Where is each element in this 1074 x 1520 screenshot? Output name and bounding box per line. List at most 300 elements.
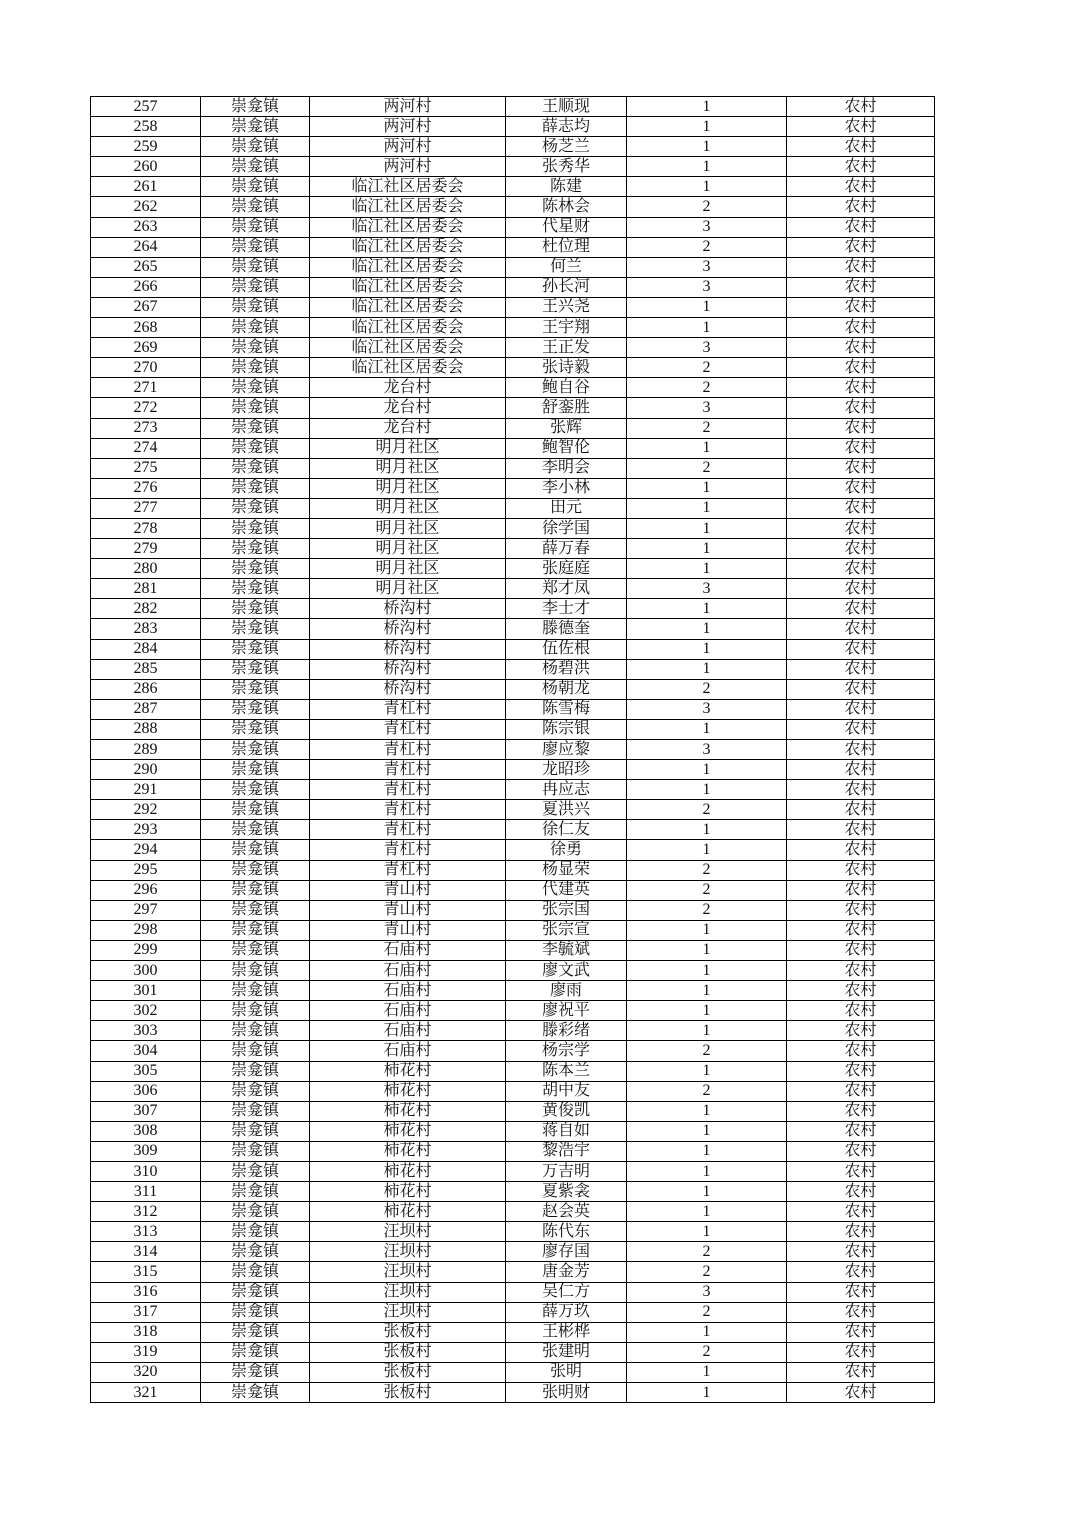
category-cell: 农村 bbox=[787, 338, 935, 358]
category-cell: 农村 bbox=[787, 458, 935, 478]
village-cell: 临江社区居委会 bbox=[310, 297, 506, 317]
count-cell: 3 bbox=[627, 398, 787, 418]
table-row bbox=[91, 398, 935, 418]
village-cell: 两河村 bbox=[310, 97, 506, 117]
row-number-cell: 269 bbox=[91, 338, 201, 358]
count-cell: 1 bbox=[627, 920, 787, 940]
category-cell: 农村 bbox=[787, 137, 935, 157]
category-cell: 农村 bbox=[787, 318, 935, 338]
name-cell: 廖存国 bbox=[506, 1242, 627, 1262]
name-cell: 张明财 bbox=[506, 1383, 627, 1403]
row-number-cell: 297 bbox=[91, 900, 201, 920]
name-cell: 张庭庭 bbox=[506, 559, 627, 579]
count-cell: 1 bbox=[627, 1383, 787, 1403]
town-cell: 崇龛镇 bbox=[201, 1242, 310, 1262]
town-cell: 崇龛镇 bbox=[201, 1342, 310, 1362]
category-cell: 农村 bbox=[787, 740, 935, 760]
category-cell: 农村 bbox=[787, 1061, 935, 1081]
name-cell: 陈宗银 bbox=[506, 719, 627, 739]
village-cell: 龙台村 bbox=[310, 398, 506, 418]
town-cell: 崇龛镇 bbox=[201, 438, 310, 458]
village-cell: 临江社区居委会 bbox=[310, 177, 506, 197]
name-cell: 滕德奎 bbox=[506, 619, 627, 639]
town-cell: 崇龛镇 bbox=[201, 398, 310, 418]
town-cell: 崇龛镇 bbox=[201, 860, 310, 880]
table-row bbox=[91, 1081, 935, 1101]
row-number-cell: 286 bbox=[91, 679, 201, 699]
table-row bbox=[91, 1061, 935, 1081]
village-cell: 青杠村 bbox=[310, 740, 506, 760]
table-row bbox=[91, 659, 935, 679]
category-cell: 农村 bbox=[787, 1242, 935, 1262]
name-cell: 冉应志 bbox=[506, 780, 627, 800]
village-cell: 柿花村 bbox=[310, 1121, 506, 1141]
row-number-cell: 304 bbox=[91, 1041, 201, 1061]
category-cell: 农村 bbox=[787, 940, 935, 960]
table-row bbox=[91, 579, 935, 599]
name-cell: 杨宗学 bbox=[506, 1041, 627, 1061]
town-cell: 崇龛镇 bbox=[201, 900, 310, 920]
name-cell: 王顺现 bbox=[506, 97, 627, 117]
village-cell: 张板村 bbox=[310, 1383, 506, 1403]
town-cell: 崇龛镇 bbox=[201, 177, 310, 197]
category-cell: 农村 bbox=[787, 599, 935, 619]
count-cell: 1 bbox=[627, 820, 787, 840]
count-cell: 1 bbox=[627, 97, 787, 117]
town-cell: 崇龛镇 bbox=[201, 1262, 310, 1282]
category-cell: 农村 bbox=[787, 498, 935, 518]
count-cell: 1 bbox=[627, 760, 787, 780]
row-number-cell: 281 bbox=[91, 579, 201, 599]
name-cell: 陈林会 bbox=[506, 197, 627, 217]
table-row bbox=[91, 539, 935, 559]
table-row bbox=[91, 1182, 935, 1202]
count-cell: 1 bbox=[627, 1121, 787, 1141]
village-cell: 明月社区 bbox=[310, 478, 506, 498]
row-number-cell: 271 bbox=[91, 378, 201, 398]
name-cell: 鲍自谷 bbox=[506, 378, 627, 398]
row-number-cell: 298 bbox=[91, 920, 201, 940]
village-cell: 石庙村 bbox=[310, 940, 506, 960]
count-cell: 1 bbox=[627, 318, 787, 338]
village-cell: 明月社区 bbox=[310, 579, 506, 599]
row-number-cell: 289 bbox=[91, 740, 201, 760]
village-cell: 石庙村 bbox=[310, 1041, 506, 1061]
category-cell: 农村 bbox=[787, 1161, 935, 1181]
count-cell: 2 bbox=[627, 860, 787, 880]
town-cell: 崇龛镇 bbox=[201, 458, 310, 478]
table-row bbox=[91, 940, 935, 960]
category-cell: 农村 bbox=[787, 840, 935, 860]
category-cell: 农村 bbox=[787, 780, 935, 800]
town-cell: 崇龛镇 bbox=[201, 237, 310, 257]
town-cell: 崇龛镇 bbox=[201, 1182, 310, 1202]
row-number-cell: 282 bbox=[91, 599, 201, 619]
category-cell: 农村 bbox=[787, 1202, 935, 1222]
row-number-cell: 258 bbox=[91, 117, 201, 137]
village-cell: 柿花村 bbox=[310, 1202, 506, 1222]
table-row bbox=[91, 1242, 935, 1262]
village-cell: 石庙村 bbox=[310, 961, 506, 981]
name-cell: 张建明 bbox=[506, 1342, 627, 1362]
row-number-cell: 318 bbox=[91, 1322, 201, 1342]
town-cell: 崇龛镇 bbox=[201, 1322, 310, 1342]
town-cell: 崇龛镇 bbox=[201, 1081, 310, 1101]
count-cell: 1 bbox=[627, 981, 787, 1001]
row-number-cell: 283 bbox=[91, 619, 201, 639]
village-cell: 龙台村 bbox=[310, 418, 506, 438]
count-cell: 1 bbox=[627, 1161, 787, 1181]
category-cell: 农村 bbox=[787, 358, 935, 378]
name-cell: 李毓斌 bbox=[506, 940, 627, 960]
count-cell: 1 bbox=[627, 599, 787, 619]
name-cell: 伍佐根 bbox=[506, 639, 627, 659]
category-cell: 农村 bbox=[787, 1121, 935, 1141]
table-row bbox=[91, 1141, 935, 1161]
count-cell: 3 bbox=[627, 277, 787, 297]
table-row bbox=[91, 338, 935, 358]
town-cell: 崇龛镇 bbox=[201, 197, 310, 217]
name-cell: 胡中友 bbox=[506, 1081, 627, 1101]
village-cell: 青杠村 bbox=[310, 760, 506, 780]
town-cell: 崇龛镇 bbox=[201, 418, 310, 438]
count-cell: 1 bbox=[627, 840, 787, 860]
row-number-cell: 307 bbox=[91, 1101, 201, 1121]
name-cell: 李小林 bbox=[506, 478, 627, 498]
category-cell: 农村 bbox=[787, 539, 935, 559]
town-cell: 崇龛镇 bbox=[201, 1141, 310, 1161]
row-number-cell: 285 bbox=[91, 659, 201, 679]
count-cell: 1 bbox=[627, 1141, 787, 1161]
category-cell: 农村 bbox=[787, 860, 935, 880]
table-row bbox=[91, 498, 935, 518]
village-cell: 青山村 bbox=[310, 880, 506, 900]
village-cell: 桥沟村 bbox=[310, 659, 506, 679]
town-cell: 崇龛镇 bbox=[201, 940, 310, 960]
village-cell: 明月社区 bbox=[310, 458, 506, 478]
table-row bbox=[91, 478, 935, 498]
name-cell: 唐金芳 bbox=[506, 1262, 627, 1282]
name-cell: 代建英 bbox=[506, 880, 627, 900]
table-row bbox=[91, 418, 935, 438]
count-cell: 3 bbox=[627, 257, 787, 277]
name-cell: 陈本兰 bbox=[506, 1061, 627, 1081]
table-row bbox=[91, 961, 935, 981]
count-cell: 3 bbox=[627, 338, 787, 358]
name-cell: 张宗宣 bbox=[506, 920, 627, 940]
village-cell: 青杠村 bbox=[310, 860, 506, 880]
count-cell: 1 bbox=[627, 719, 787, 739]
town-cell: 崇龛镇 bbox=[201, 518, 310, 538]
row-number-cell: 259 bbox=[91, 137, 201, 157]
town-cell: 崇龛镇 bbox=[201, 659, 310, 679]
town-cell: 崇龛镇 bbox=[201, 1021, 310, 1041]
name-cell: 吴仁方 bbox=[506, 1282, 627, 1302]
village-cell: 柿花村 bbox=[310, 1081, 506, 1101]
row-number-cell: 303 bbox=[91, 1021, 201, 1041]
category-cell: 农村 bbox=[787, 438, 935, 458]
count-cell: 1 bbox=[627, 438, 787, 458]
name-cell: 杨朝龙 bbox=[506, 679, 627, 699]
row-number-cell: 260 bbox=[91, 157, 201, 177]
name-cell: 王兴尧 bbox=[506, 297, 627, 317]
row-number-cell: 273 bbox=[91, 418, 201, 438]
name-cell: 廖应黎 bbox=[506, 740, 627, 760]
name-cell: 廖祝平 bbox=[506, 1001, 627, 1021]
count-cell: 1 bbox=[627, 559, 787, 579]
town-cell: 崇龛镇 bbox=[201, 157, 310, 177]
category-cell: 农村 bbox=[787, 277, 935, 297]
town-cell: 崇龛镇 bbox=[201, 920, 310, 940]
row-number-cell: 264 bbox=[91, 237, 201, 257]
name-cell: 黎浩宇 bbox=[506, 1141, 627, 1161]
name-cell: 黄俊凯 bbox=[506, 1101, 627, 1121]
village-cell: 石庙村 bbox=[310, 981, 506, 1001]
table-row bbox=[91, 820, 935, 840]
table-row bbox=[91, 699, 935, 719]
village-cell: 青山村 bbox=[310, 900, 506, 920]
category-cell: 农村 bbox=[787, 820, 935, 840]
table-row bbox=[91, 237, 935, 257]
town-cell: 崇龛镇 bbox=[201, 539, 310, 559]
name-cell: 薛万春 bbox=[506, 539, 627, 559]
table-row bbox=[91, 1202, 935, 1222]
table-row bbox=[91, 1101, 935, 1121]
row-number-cell: 321 bbox=[91, 1383, 201, 1403]
category-cell: 农村 bbox=[787, 699, 935, 719]
row-number-cell: 290 bbox=[91, 760, 201, 780]
village-cell: 汪坝村 bbox=[310, 1302, 506, 1322]
row-number-cell: 272 bbox=[91, 398, 201, 418]
row-number-cell: 308 bbox=[91, 1121, 201, 1141]
name-cell: 王正发 bbox=[506, 338, 627, 358]
row-number-cell: 276 bbox=[91, 478, 201, 498]
town-cell: 崇龛镇 bbox=[201, 1302, 310, 1322]
name-cell: 龙昭珍 bbox=[506, 760, 627, 780]
category-cell: 农村 bbox=[787, 1362, 935, 1382]
count-cell: 2 bbox=[627, 679, 787, 699]
town-cell: 崇龛镇 bbox=[201, 217, 310, 237]
town-cell: 崇龛镇 bbox=[201, 961, 310, 981]
name-cell: 杜位理 bbox=[506, 237, 627, 257]
count-cell: 2 bbox=[627, 358, 787, 378]
table-row bbox=[91, 860, 935, 880]
count-cell: 2 bbox=[627, 1302, 787, 1322]
name-cell: 张明 bbox=[506, 1362, 627, 1382]
count-cell: 3 bbox=[627, 1282, 787, 1302]
village-cell: 张板村 bbox=[310, 1362, 506, 1382]
town-cell: 崇龛镇 bbox=[201, 117, 310, 137]
row-number-cell: 278 bbox=[91, 518, 201, 538]
row-number-cell: 316 bbox=[91, 1282, 201, 1302]
town-cell: 崇龛镇 bbox=[201, 1061, 310, 1081]
table-row bbox=[91, 1383, 935, 1403]
name-cell: 杨显荣 bbox=[506, 860, 627, 880]
table-body bbox=[91, 97, 935, 1403]
count-cell: 2 bbox=[627, 378, 787, 398]
village-cell: 临江社区居委会 bbox=[310, 257, 506, 277]
town-cell: 崇龛镇 bbox=[201, 1161, 310, 1181]
town-cell: 崇龛镇 bbox=[201, 699, 310, 719]
name-cell: 张秀华 bbox=[506, 157, 627, 177]
table-row bbox=[91, 318, 935, 338]
name-cell: 廖雨 bbox=[506, 981, 627, 1001]
town-cell: 崇龛镇 bbox=[201, 679, 310, 699]
count-cell: 2 bbox=[627, 880, 787, 900]
count-cell: 2 bbox=[627, 1081, 787, 1101]
village-cell: 青杠村 bbox=[310, 840, 506, 860]
row-number-cell: 319 bbox=[91, 1342, 201, 1362]
table-row bbox=[91, 1262, 935, 1282]
row-number-cell: 305 bbox=[91, 1061, 201, 1081]
table-row bbox=[91, 1302, 935, 1322]
count-cell: 3 bbox=[627, 217, 787, 237]
name-cell: 夏洪兴 bbox=[506, 800, 627, 820]
row-number-cell: 288 bbox=[91, 719, 201, 739]
name-cell: 张辉 bbox=[506, 418, 627, 438]
row-number-cell: 317 bbox=[91, 1302, 201, 1322]
name-cell: 舒銮胜 bbox=[506, 398, 627, 418]
row-number-cell: 295 bbox=[91, 860, 201, 880]
village-cell: 两河村 bbox=[310, 117, 506, 137]
count-cell: 2 bbox=[627, 418, 787, 438]
village-cell: 汪坝村 bbox=[310, 1222, 506, 1242]
village-cell: 汪坝村 bbox=[310, 1282, 506, 1302]
category-cell: 农村 bbox=[787, 1342, 935, 1362]
category-cell: 农村 bbox=[787, 1001, 935, 1021]
name-cell: 滕彩绪 bbox=[506, 1021, 627, 1041]
category-cell: 农村 bbox=[787, 800, 935, 820]
row-number-cell: 312 bbox=[91, 1202, 201, 1222]
town-cell: 崇龛镇 bbox=[201, 1202, 310, 1222]
count-cell: 3 bbox=[627, 579, 787, 599]
town-cell: 崇龛镇 bbox=[201, 579, 310, 599]
count-cell: 1 bbox=[627, 478, 787, 498]
town-cell: 崇龛镇 bbox=[201, 97, 310, 117]
name-cell: 张诗毅 bbox=[506, 358, 627, 378]
name-cell: 薛志均 bbox=[506, 117, 627, 137]
village-cell: 临江社区居委会 bbox=[310, 277, 506, 297]
town-cell: 崇龛镇 bbox=[201, 1282, 310, 1302]
village-cell: 柿花村 bbox=[310, 1161, 506, 1181]
category-cell: 农村 bbox=[787, 961, 935, 981]
category-cell: 农村 bbox=[787, 257, 935, 277]
town-cell: 崇龛镇 bbox=[201, 719, 310, 739]
town-cell: 崇龛镇 bbox=[201, 338, 310, 358]
count-cell: 1 bbox=[627, 1182, 787, 1202]
count-cell: 1 bbox=[627, 297, 787, 317]
records-table bbox=[90, 96, 935, 1403]
name-cell: 鲍智伦 bbox=[506, 438, 627, 458]
row-number-cell: 301 bbox=[91, 981, 201, 1001]
village-cell: 青杠村 bbox=[310, 780, 506, 800]
category-cell: 农村 bbox=[787, 1282, 935, 1302]
table-row bbox=[91, 157, 935, 177]
name-cell: 徐仁友 bbox=[506, 820, 627, 840]
name-cell: 夏紫衾 bbox=[506, 1182, 627, 1202]
village-cell: 石庙村 bbox=[310, 1021, 506, 1041]
category-cell: 农村 bbox=[787, 297, 935, 317]
village-cell: 桥沟村 bbox=[310, 679, 506, 699]
row-number-cell: 310 bbox=[91, 1161, 201, 1181]
table-row bbox=[91, 97, 935, 117]
row-number-cell: 280 bbox=[91, 559, 201, 579]
category-cell: 农村 bbox=[787, 1222, 935, 1242]
table-row bbox=[91, 137, 935, 157]
village-cell: 青杠村 bbox=[310, 699, 506, 719]
category-cell: 农村 bbox=[787, 900, 935, 920]
table-row bbox=[91, 1342, 935, 1362]
village-cell: 柿花村 bbox=[310, 1061, 506, 1081]
village-cell: 汪坝村 bbox=[310, 1242, 506, 1262]
village-cell: 龙台村 bbox=[310, 378, 506, 398]
category-cell: 农村 bbox=[787, 1021, 935, 1041]
town-cell: 崇龛镇 bbox=[201, 358, 310, 378]
row-number-cell: 267 bbox=[91, 297, 201, 317]
category-cell: 农村 bbox=[787, 378, 935, 398]
category-cell: 农村 bbox=[787, 981, 935, 1001]
table-row bbox=[91, 358, 935, 378]
town-cell: 崇龛镇 bbox=[201, 639, 310, 659]
count-cell: 1 bbox=[627, 1001, 787, 1021]
category-cell: 农村 bbox=[787, 1262, 935, 1282]
village-cell: 明月社区 bbox=[310, 559, 506, 579]
count-cell: 1 bbox=[627, 137, 787, 157]
row-number-cell: 294 bbox=[91, 840, 201, 860]
village-cell: 张板村 bbox=[310, 1322, 506, 1342]
row-number-cell: 284 bbox=[91, 639, 201, 659]
village-cell: 临江社区居委会 bbox=[310, 338, 506, 358]
name-cell: 蒋自如 bbox=[506, 1121, 627, 1141]
category-cell: 农村 bbox=[787, 1041, 935, 1061]
count-cell: 1 bbox=[627, 639, 787, 659]
table-row bbox=[91, 378, 935, 398]
name-cell: 赵会英 bbox=[506, 1202, 627, 1222]
row-number-cell: 293 bbox=[91, 820, 201, 840]
category-cell: 农村 bbox=[787, 1141, 935, 1161]
count-cell: 1 bbox=[627, 177, 787, 197]
category-cell: 农村 bbox=[787, 478, 935, 498]
category-cell: 农村 bbox=[787, 1322, 935, 1342]
category-cell: 农村 bbox=[787, 619, 935, 639]
count-cell: 1 bbox=[627, 498, 787, 518]
category-cell: 农村 bbox=[787, 237, 935, 257]
town-cell: 崇龛镇 bbox=[201, 257, 310, 277]
village-cell: 桥沟村 bbox=[310, 639, 506, 659]
row-number-cell: 274 bbox=[91, 438, 201, 458]
row-number-cell: 296 bbox=[91, 880, 201, 900]
count-cell: 1 bbox=[627, 619, 787, 639]
town-cell: 崇龛镇 bbox=[201, 559, 310, 579]
name-cell: 薛万玖 bbox=[506, 1302, 627, 1322]
count-cell: 1 bbox=[627, 940, 787, 960]
name-cell: 陈建 bbox=[506, 177, 627, 197]
table-row bbox=[91, 800, 935, 820]
category-cell: 农村 bbox=[787, 679, 935, 699]
row-number-cell: 313 bbox=[91, 1222, 201, 1242]
town-cell: 崇龛镇 bbox=[201, 1041, 310, 1061]
village-cell: 临江社区居委会 bbox=[310, 358, 506, 378]
village-cell: 柿花村 bbox=[310, 1101, 506, 1121]
name-cell: 杨芝兰 bbox=[506, 137, 627, 157]
row-number-cell: 320 bbox=[91, 1362, 201, 1382]
town-cell: 崇龛镇 bbox=[201, 1383, 310, 1403]
town-cell: 崇龛镇 bbox=[201, 840, 310, 860]
name-cell: 陈雪梅 bbox=[506, 699, 627, 719]
village-cell: 两河村 bbox=[310, 157, 506, 177]
category-cell: 农村 bbox=[787, 518, 935, 538]
table-row bbox=[91, 559, 935, 579]
